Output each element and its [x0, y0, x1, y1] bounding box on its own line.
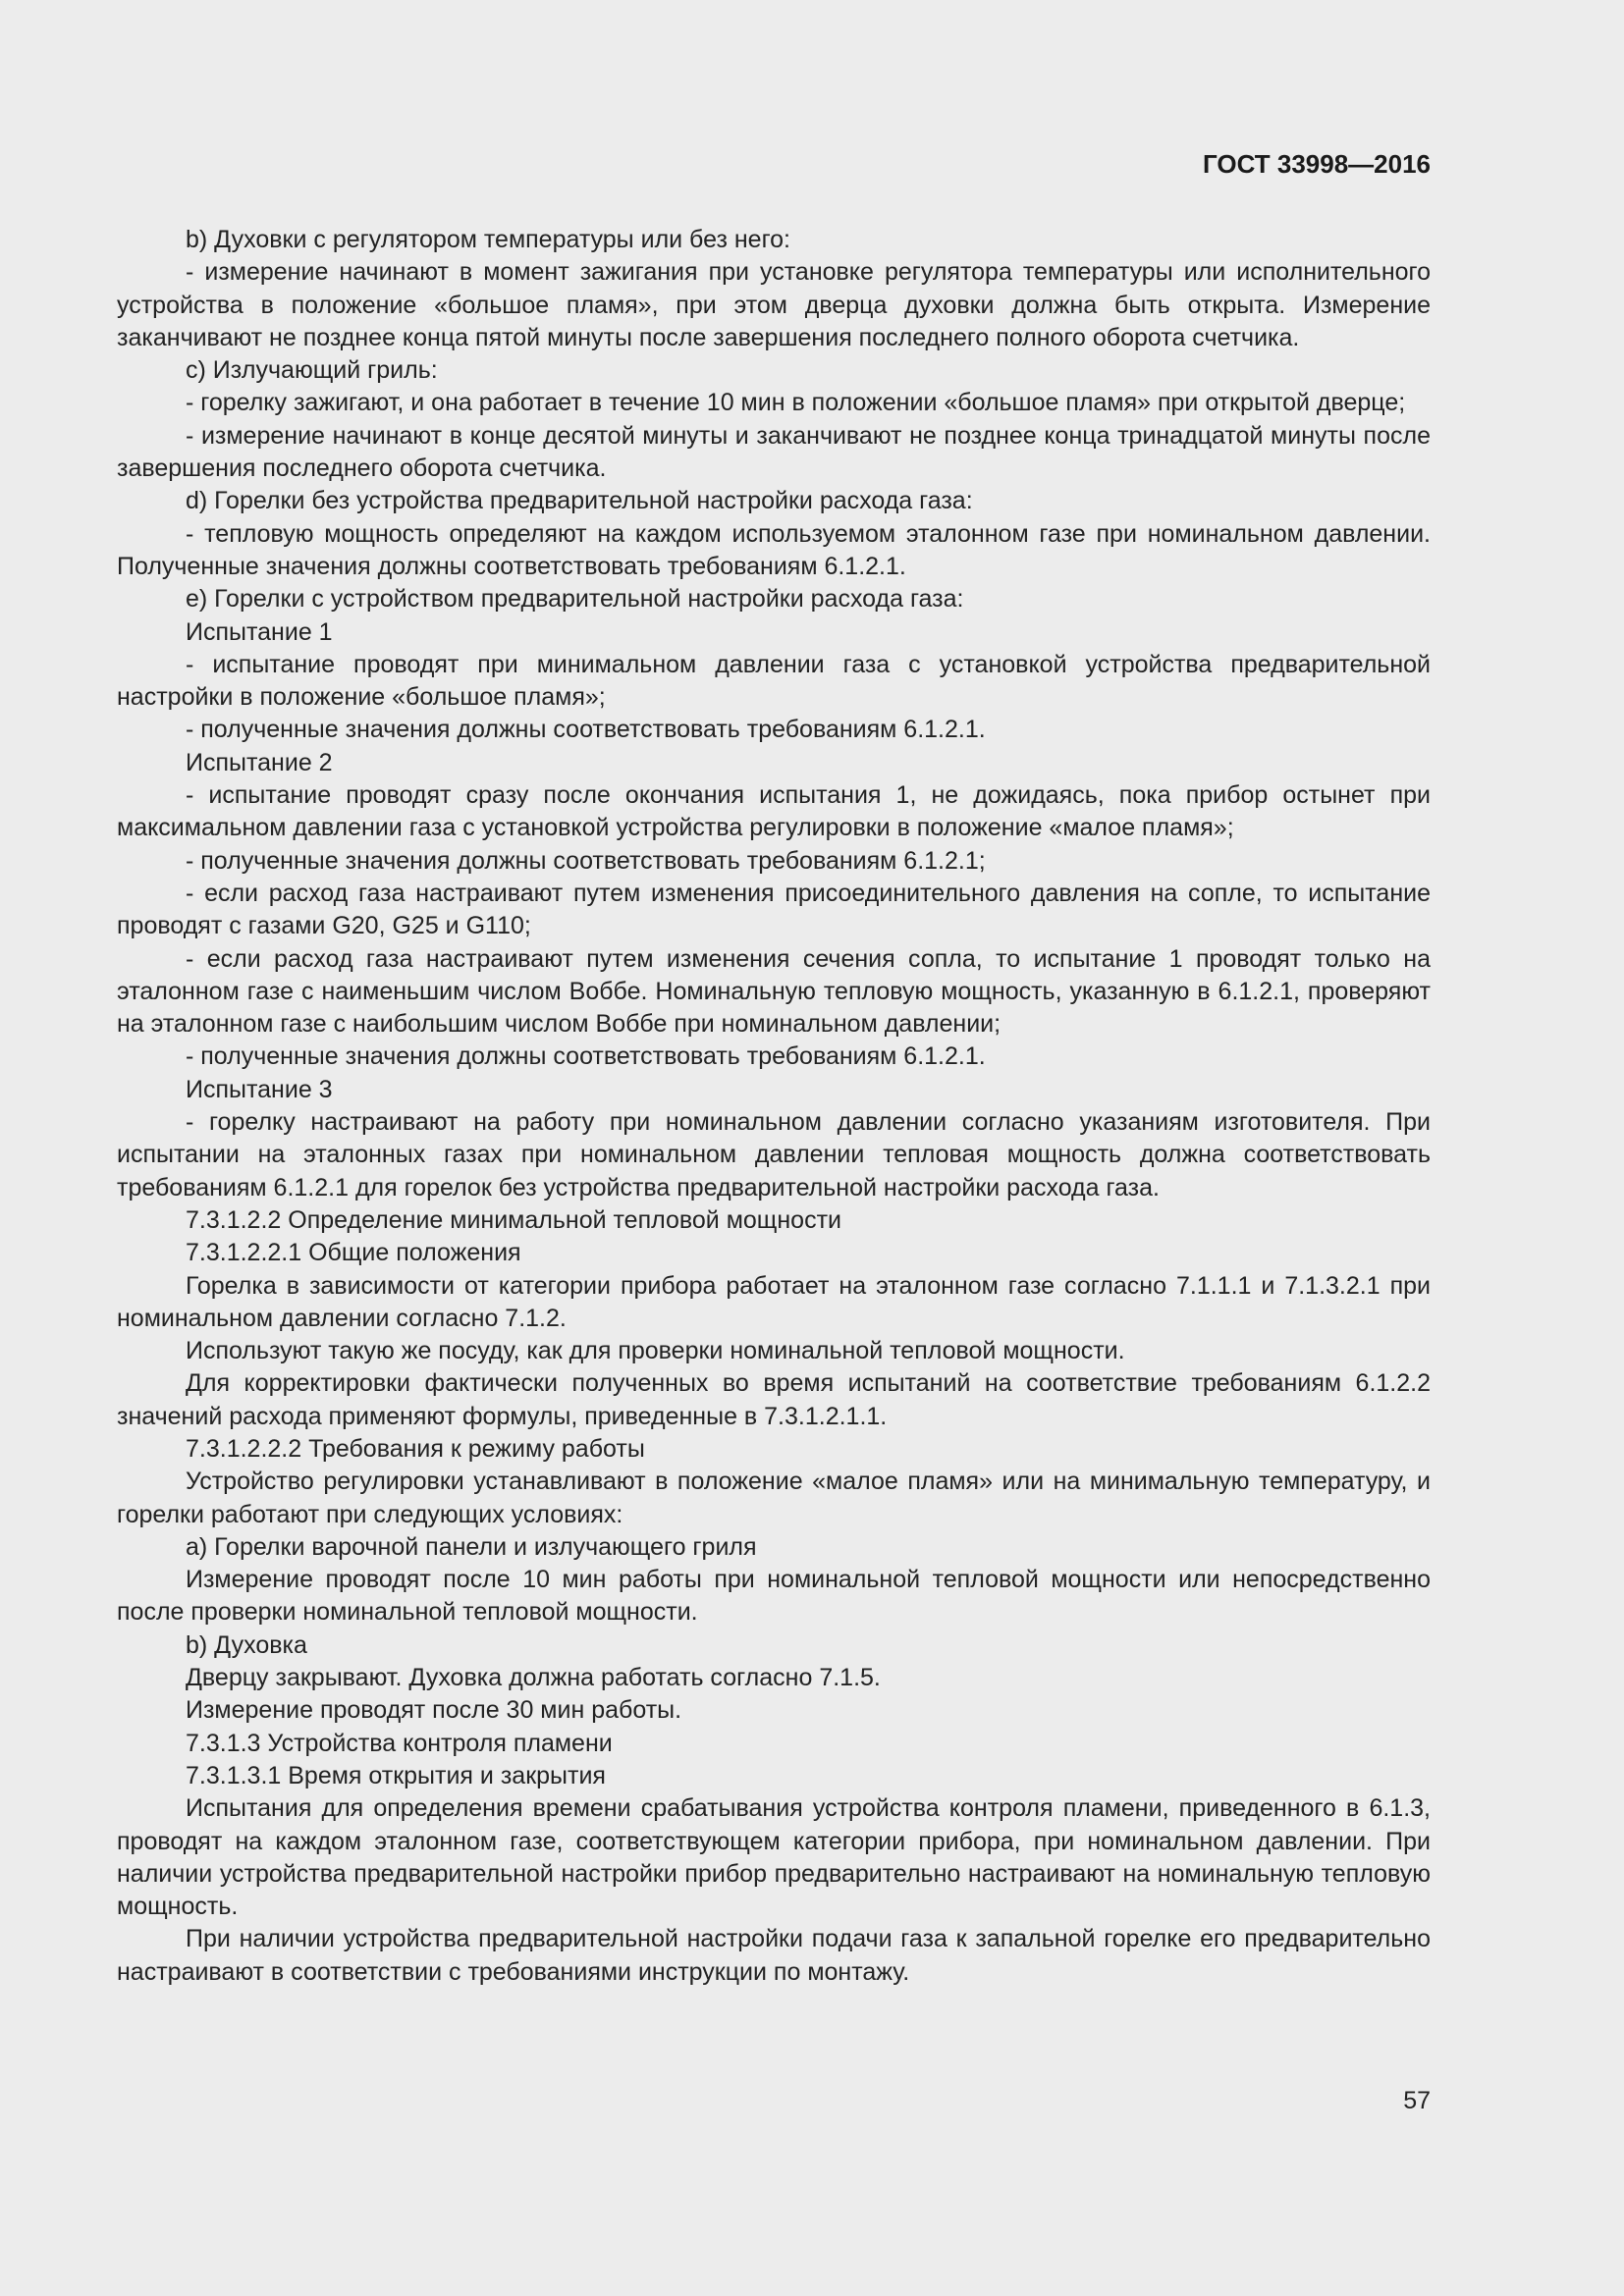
- document-standard-id: ГОСТ 33998—2016: [1203, 149, 1431, 179]
- paragraph: a) Горелки варочной панели и излучающего гриля: [186, 1532, 757, 1561]
- paragraph: - если расход газа настраивают путем изменения присоединительного давления на сопле, то испытание проводят с газами G20, G25 и G110;: [117, 879, 1431, 940]
- paragraph: b) Духовка: [186, 1630, 307, 1659]
- section-heading: 7.3.1.3 Устройства контроля пламени: [186, 1729, 613, 1757]
- paragraph: Измерение проводят после 30 мин работы.: [186, 1696, 682, 1725]
- paragraph: Испытание 1: [186, 617, 333, 646]
- paragraph: - полученные значения должны соответствовать требованиям 6.1.2.1.: [186, 1042, 986, 1071]
- paragraph: b) Духовки с регулятором температуры или без него:: [186, 226, 790, 253]
- paragraph: - испытание проводят сразу после окончания испытания 1, не дожидаясь, пока прибор остынет при максимальном давлении газа с установкой устройства регулировки в положение «малое пламя»;: [117, 781, 1431, 842]
- paragraph: d) Горелки без устройства предварительной настройки расхода газа:: [186, 487, 973, 515]
- paragraph: - горелку настраивают на работу при номинальном давлении согласно указаниям изготовителя. При испытании на эталонных газах при номинальном давлении тепловая мощность должна соответствовать требованиям 6.1.2.1 для горелок без устройства предварительной настройки расхода газа.: [117, 1108, 1431, 1201]
- paragraph: При наличии устройства предварительной настройки подачи газа к запальной горелке его предварительно настраивают в соответствии с требованиями инструкции по монтажу.: [117, 1925, 1431, 1986]
- paragraph: - если расход газа настраивают путем изменения сечения сопла, то испытание 1 проводят только на эталонном газе с наименьшим числом Воббе. Номинальную тепловую мощность, указанную в 6.1.2.1, проверяют на эталонном газе с наибольшим числом Воббе при номинальном давлении;: [117, 944, 1431, 1039]
- paragraph: Испытание 3: [186, 1075, 333, 1103]
- paragraph: Дверцу закрывают. Духовка должна работать согласно 7.1.5.: [186, 1664, 881, 1692]
- section-heading: 7.3.1.2.2.2 Требования к режиму работы: [186, 1434, 645, 1463]
- paragraph: Испытания для определения времени срабатывания устройства контроля пламени, приведенного в 6.1.3, проводят на каждом эталонном газе, соответствующем категории прибора, при номинальном давлении. При наличии устройства предварительной настройки прибор предварительно настраивают на номинальную тепловую мощность.: [117, 1794, 1431, 1921]
- paragraph: e) Горелки с устройством предварительной настройки расхода газа:: [186, 585, 964, 614]
- section-heading: 7.3.1.2.2.1 Общие положения: [186, 1239, 521, 1267]
- paragraph: - измерение начинают в конце десятой минуты и заканчивают не позднее конца тринадцатой минуты после завершения последнего оборота счетчика.: [117, 421, 1431, 483]
- paragraph: Устройство регулировки устанавливают в положение «малое пламя» или на минимальную температуру, и горелки работают при следующих условиях:: [117, 1468, 1431, 1528]
- paragraph: - измерение начинают в момент зажигания при установке регулятора температуры или исполнительного устройства в положение «большое пламя», при этом дверца духовки должна быть открыта. Измерение заканчивают не позднее конца пятой минуты после завершения последнего полного оборота счетчика.: [117, 258, 1431, 351]
- page-number: 57: [1403, 2087, 1431, 2114]
- paragraph: - полученные значения должны соответствовать требованиям 6.1.2.1.: [186, 716, 986, 744]
- paragraph: - испытание проводят при минимальном давлении газа с установкой устройства предварительной настройки в положение «большое пламя»;: [117, 650, 1431, 712]
- paragraph: - тепловую мощность определяют на каждом используемом эталонном газе при номинальном давлении. Полученные значения должны соответствовать требованиям 6.1.2.1.: [117, 519, 1431, 580]
- paragraph: Горелка в зависимости от категории прибора работает на эталонном газе согласно 7.1.1.1 и 7.1.3.2.1 при номинальном давлении согласно 7.1.2.: [117, 1271, 1431, 1332]
- paragraph: - горелку зажигают, и она работает в течение 10 мин в положении «большое пламя» при открытой дверце;: [186, 389, 1406, 417]
- paragraph: Для корректировки фактически полученных во время испытаний на соответствие требованиям 6.1.2.2 значений расхода применяют формулы, приведенные в 7.3.1.2.1.1.: [117, 1369, 1431, 1430]
- section-heading: 7.3.1.3.1 Время открытия и закрытия: [186, 1761, 606, 1789]
- paragraph: Используют такую же посуду, как для проверки номинальной тепловой мощности.: [186, 1337, 1125, 1365]
- paragraph: - полученные значения должны соответствовать требованиям 6.1.2.1;: [186, 846, 986, 875]
- document-body: [117, 224, 1431, 1989]
- paragraph: Испытание 2: [186, 748, 333, 776]
- paragraph: Измерение проводят после 10 мин работы при номинальной тепловой мощности или непосредственно после проверки номинальной тепловой мощности.: [117, 1566, 1431, 1627]
- section-heading: 7.3.1.2.2 Определение минимальной тепловой мощности: [186, 1205, 841, 1234]
- paragraph: c) Излучающий гриль:: [186, 356, 438, 385]
